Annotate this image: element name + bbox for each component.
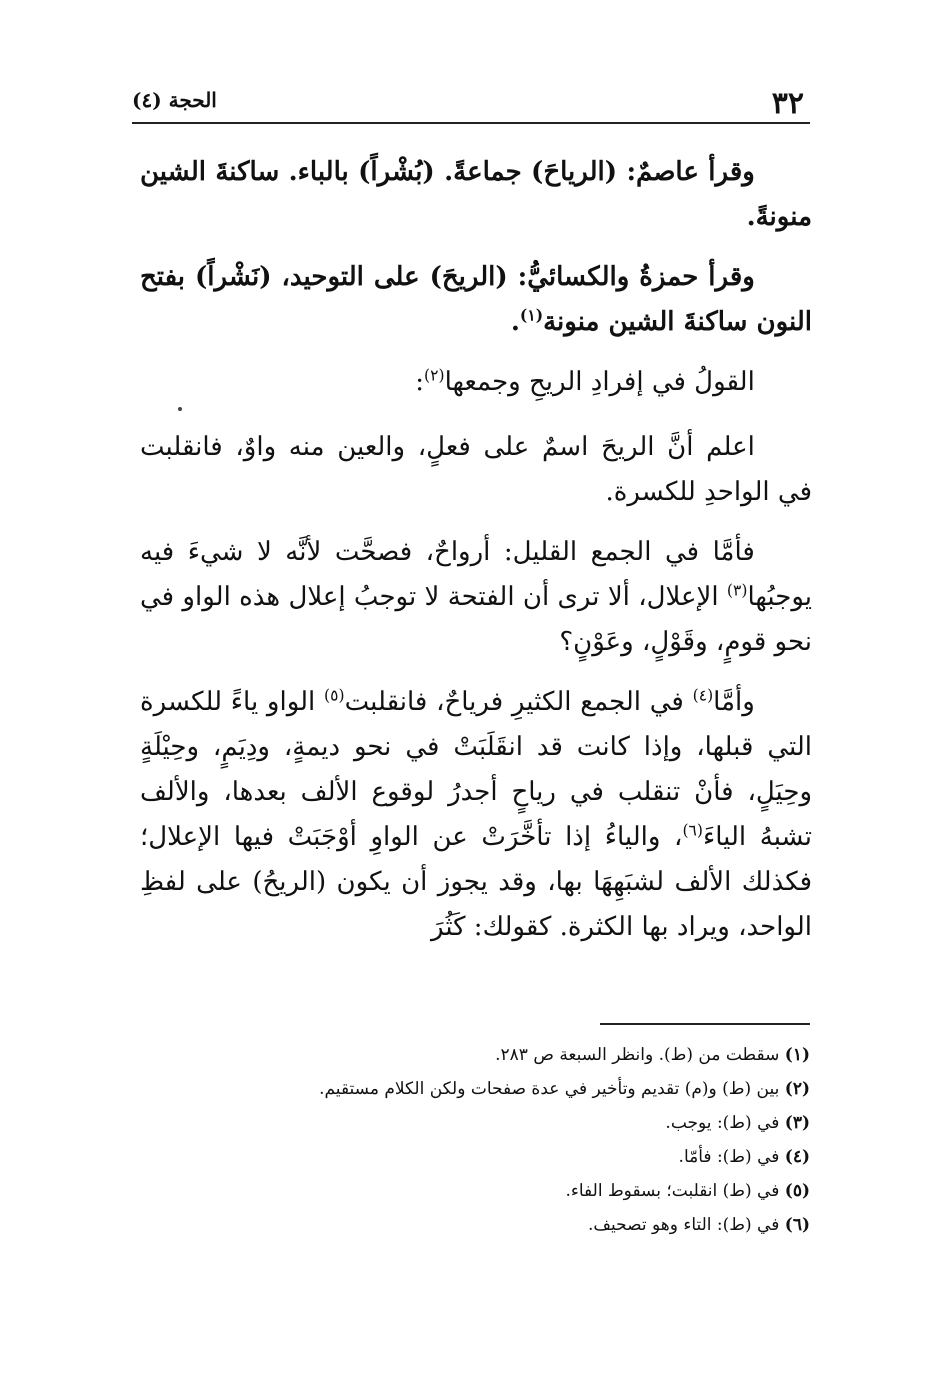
page-number: ٣٢ [771, 86, 804, 121]
main-text [140, 150, 812, 965]
paragraph-large-plural: وأمَّا$^{(٤)}$ في الجمع الكثيرِ فرياحٌ، فانقلبت$^{(٥)}$ الواو ياءً للكسرة التي قبلها، وإذا كانت قد انقَلَبَتْ في نحو ديمةٍ، ودِيَمٍ، وحِيْلَةٍ وحِيَلٍ، فأنْ تنقلب في رياحٍ أجدرُ لوقوع الألف بعدها، والألف تشبهُ الياءَ$^{(٦)}$، والياءُ إذا تأخَّرَتْ عن الواوِ أوْجَبَتْ فيها الإعلال؛ فكذلك الألف لشبَهِهَا بها، وقد يجوز أن يكون (الريحُ) على لفظِ الواحد، ويراد بها الكثرة. كقولك: كَثُرَ [140, 686, 812, 942]
paragraph-asim-reading: وقرأ عاصمٌ: (الرياحَ) جماعةً. (بُشْراً) بالباء. ساكنةَ الشين منونةً. [140, 157, 812, 232]
footnote-ref: (٢) [424, 366, 445, 385]
footnote-1: (١) سقطت من (ط). وانظر السبعة ص ٢٨٣. [495, 1045, 810, 1065]
footnote-5: (٥) في (ط) انقلبت؛ بسقوط الفاء. [565, 1181, 810, 1201]
footnote-6: (٦) في (ط): التاء وهو تصحيف. [587, 1215, 810, 1235]
footnotes [170, 1038, 810, 1242]
paragraph-singular: اعلم أنَّ الريحَ اسمٌ على فعلٍ، والعين منه واوٌ، فانقلبت في الواحدِ للكسرة. [140, 432, 812, 507]
footnote-2: (٢) بين (ط) و(م) تقديم وتأخير في عدة صفحات ولكن الكلام مستقيم. [319, 1079, 810, 1099]
footnote-separator [600, 1023, 810, 1025]
paragraph-hamza-reading: وقرأ حمزةُ والكسائيُّ: (الريحَ) على التوحيد، (نَشْراً) بفتح النون ساكنةَ الشين منونة$^{(١)}$. [140, 262, 812, 337]
footnote-ref: (٥) [324, 686, 345, 705]
footnote-ref: (١) [519, 305, 544, 325]
footnote-4: (٤) في (ط): فأمّا. [678, 1147, 810, 1167]
footnote-ref: (٦) [682, 821, 704, 840]
paragraph-small-plural: فأمَّا في الجمع القليل: أرواحٌ، فصحَّت لأنَّه لا شيءَ فيه يوجبُها$^{(٣)}$ الإعلال، ألا ترى أن الفتحة لا توجبُ إعلال هذه الواو في نحو قومٍ، وقَوْلٍ، وعَوْنٍ؟ [140, 537, 812, 657]
section-heading: القولُ في إفرادِ الريحِ وجمعها$^{(٢)}$: [415, 366, 755, 397]
page-header [132, 82, 810, 124]
footnote-ref: (٤) [692, 686, 714, 705]
footnote-ref: (٣) [726, 581, 748, 600]
running-title: الحجة (٤) [132, 88, 217, 112]
footnote-3: (٣) في (ط): يوجب. [665, 1113, 810, 1133]
ink-speck [178, 407, 182, 411]
